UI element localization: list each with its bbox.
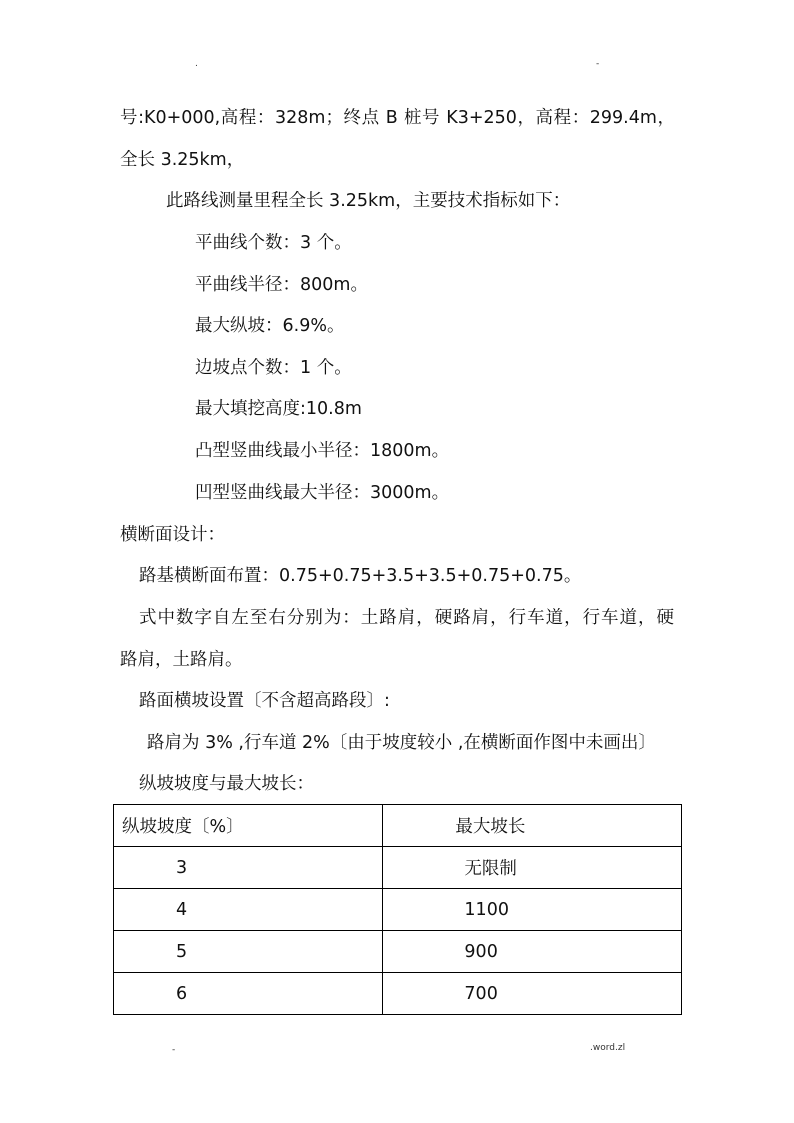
text-line-subgrade-layout: 路基横断面布置：0.75+0.75+3.5+3.5+0.75+0.75。: [139, 566, 582, 586]
grade-length-table: [113, 804, 682, 1015]
indicator-max-cut-fill: 最大填挖高度:10.8m: [195, 399, 362, 419]
text-line-crossfall-values: 路肩为 3% ,行车道 2%〔由于坡度较小 ,在横断面作图中未画出〕: [147, 733, 656, 753]
footer-left-mark: -: [172, 1045, 176, 1055]
table-cell-max-length: 无限制: [383, 847, 682, 889]
text-line-layout-explanation-cont: 路肩，土路肩。: [120, 650, 243, 670]
header-left-mark: .: [195, 59, 198, 69]
text-line-crossfall-heading: 路面横坡设置〔不含超高路段〕:: [139, 691, 390, 711]
indicator-max-grade: 最大纵坡：6.9%。: [195, 316, 345, 336]
indicator-curve-count: 平曲线个数：3 个。: [195, 233, 352, 253]
table-cell-grade: 6: [114, 973, 383, 1015]
table-cell-grade: 5: [114, 931, 383, 973]
table-cell-max-length: 900: [383, 931, 682, 973]
indicator-convex-curve-radius: 凸型竖曲线最小半径：1800m。: [195, 441, 450, 461]
footer-right-mark: .word.zl: [590, 1043, 626, 1053]
section-heading-cross-section: 横断面设计：: [120, 525, 225, 545]
text-line-layout-explanation: 式中数字自左至右分别为：土路肩，硬路肩，行车道，行车道，硬: [139, 608, 674, 628]
table-header-row: [114, 805, 682, 847]
indicator-curve-radius: 平曲线半径：800m。: [195, 275, 368, 295]
table-row: [114, 889, 682, 931]
table-header-cell: 纵坡坡度〔%〕: [114, 805, 383, 847]
text-line-indicators-intro: 此路线测量里程全长 3.25km，主要技术指标如下：: [166, 191, 571, 211]
header-right-mark: -: [596, 59, 600, 69]
table-cell-max-length: 700: [383, 973, 682, 1015]
table-cell-max-length: 1100: [383, 889, 682, 931]
table-cell-grade: 4: [114, 889, 383, 931]
text-line-grade-length-heading: 纵坡坡度与最大坡长：: [139, 774, 314, 794]
text-line-total-length: 全长 3.25km，: [120, 150, 245, 170]
table-cell-grade: 3: [114, 847, 383, 889]
table-row: [114, 847, 682, 889]
indicator-grade-points: 边坡点个数：1 个。: [195, 358, 352, 378]
indicator-concave-curve-radius: 凹型竖曲线最大半径：3000m。: [195, 483, 450, 503]
table-row: [114, 973, 682, 1015]
table-row: [114, 931, 682, 973]
text-line-route-points: 号:K0+000,高程：328m；终点 B 桩号 K3+250，高程：299.4m，: [120, 108, 675, 128]
table-header-cell: 最大坡长: [383, 805, 682, 847]
